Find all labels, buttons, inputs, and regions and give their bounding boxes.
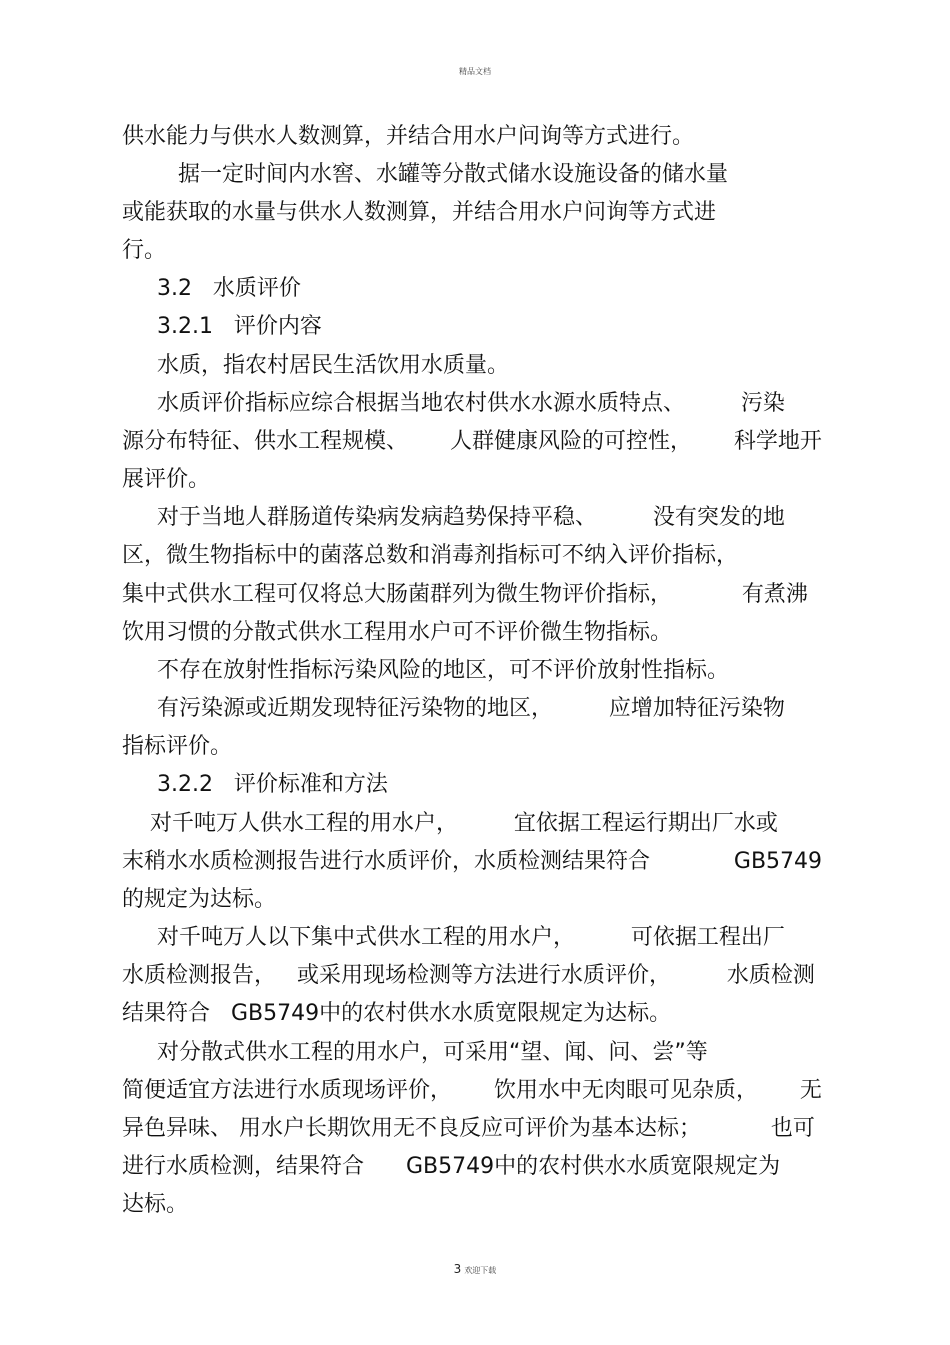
body-line: 或能获取的水量与供水人数测算，并结合用水户问询等方式进 (122, 200, 717, 225)
body-line: 对于当地人群肠道传染病发病趋势保持平稳、 没有突发的地 (122, 505, 785, 530)
body-line: 3.2.2 评价标准和方法 (122, 772, 388, 797)
page-header: 精品文档 (459, 67, 491, 76)
body-line: 供水能力与供水人数测算，并结合用水户问询等方式进行。 (122, 124, 695, 149)
body-line: 区，微生物指标中的菌落总数和消毒剂指标可不纳入评价指标， (122, 543, 739, 568)
page-footer (0, 1258, 950, 1277)
body-line: 展评价。 (122, 467, 211, 492)
body-line: 有污染源或近期发现特征污染物的地区， 应增加特征污染物 (122, 696, 785, 721)
body-line: 末稍水水质检测报告进行水质评价，水质检测结果符合 GB5749 (122, 849, 823, 874)
body-line: 行。 (122, 238, 167, 263)
body-line: 3.2 水质评价 (122, 276, 301, 301)
body-line: 对千吨万人供水工程的用水户， 宜依据工程运行期出厂水或 (122, 811, 778, 836)
body-line: 对分散式供水工程的用水户，可采用“望、闻、问、尝”等 (122, 1040, 708, 1065)
body-line: 不存在放射性指标污染风险的地区，可不评价放射性指标。 (122, 658, 729, 683)
body-line: 据一定时间内水窖、水罐等分散式储水设施设备的储水量 (122, 162, 728, 187)
body-line: 对千吨万人以下集中式供水工程的用水户， 可依据工程出厂 (122, 925, 785, 950)
body-line: 结果符合 GB5749中的农村供水水质宽限规定为达标。 (122, 1001, 672, 1026)
body-line: 的规定为达标。 (122, 887, 277, 912)
body-line: 指标评价。 (122, 734, 233, 759)
download-note: 欢迎下载 (464, 1266, 497, 1275)
body-line: 水质检测报告， 或采用现场检测等方法进行水质评价， 水质检测 (122, 963, 815, 988)
body-line: 集中式供水工程可仅将总大肠菌群列为微生物评价指标， 有煮沸 (122, 582, 808, 607)
body-line: 饮用习惯的分散式供水工程用水户可不评价微生物指标。 (122, 620, 673, 645)
body-line: 源分布特征、供水工程规模、 人群健康风险的可控性， 科学地开 (122, 429, 822, 454)
body-line: 达标。 (122, 1192, 189, 1217)
body-line: 进行水质检测，结果符合 GB5749中的农村供水水质宽限规定为 (122, 1154, 781, 1179)
body-line: 3.2.1 评价内容 (122, 314, 322, 339)
body-line: 水质评价指标应综合根据当地农村供水水源水质特点、 污染 (122, 391, 785, 416)
body-line: 异色异味、 用水户长期饮用无不良反应可评价为基本达标； 也可 (122, 1116, 815, 1141)
body-line: 简便适宜方法进行水质现场评价， 饮用水中无肉眼可见杂质， 无 (122, 1078, 822, 1103)
page-number: 3 (453, 1262, 462, 1276)
body-line: 水质，指农村居民生活饮用水质量。 (122, 353, 509, 378)
